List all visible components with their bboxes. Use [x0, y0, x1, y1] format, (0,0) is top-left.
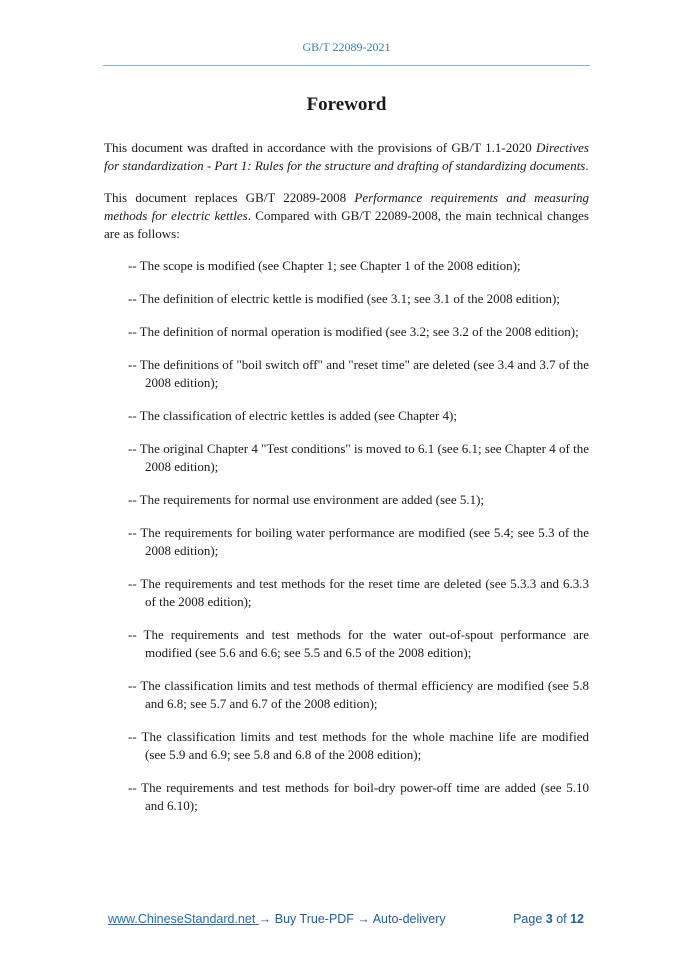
header-divider — [103, 65, 590, 66]
replacement-text: This document replaces GB/T 22089-2008 — [104, 190, 355, 205]
list-item: -- The scope is modified (see Chapter 1; see Chapter 1 of the 2008 edition); — [128, 258, 521, 273]
page-of: of — [552, 912, 571, 926]
changes-list — [104, 257, 589, 815]
replacement-end: . Compared with GB/T 22089-2008, the main technical changes are as follows: — [104, 208, 589, 241]
replacement-italic-title: Performance requirements and measuring methods for electric kettles — [104, 190, 589, 223]
list-item: -- The classification of electric kettles is added (see Chapter 4); — [128, 408, 457, 423]
list-item: -- The requirements and test methods for the reset time are deleted (see 5.3.3 and 6.3.3 of the 2008 edition); — [128, 576, 589, 609]
running-header: GB/T 22089-2021 — [302, 40, 391, 54]
list-item: -- The definition of normal operation is modified (see 3.2; see 3.2 of the 2008 edition); — [128, 324, 579, 339]
list-item: -- The original Chapter 4 "Test conditions" is moved to 6.1 (see 6.1; see Chapter 4 of the 2008 edition); — [128, 441, 589, 474]
page-title: Foreword — [306, 94, 387, 115]
footer-promo — [108, 912, 446, 926]
page-word: Page — [513, 912, 546, 926]
intro-text: This document was drafted in accordance with the provisions of GB/T 1.1-2020 — [104, 140, 537, 155]
list-item: -- The definition of electric kettle is modified (see 3.1; see 3.1 of the 2008 edition); — [128, 291, 560, 306]
list-item: -- The requirements and test methods for boil-dry power-off time are added (see 5.10 and 6.10); — [128, 780, 589, 813]
footer-promo-text: → Buy True-PDF → Auto-delivery — [258, 912, 446, 926]
replacement-paragraph — [104, 189, 589, 243]
document-body — [104, 139, 589, 830]
website-link[interactable]: www.ChineseStandard.net — [108, 912, 259, 926]
intro-end: . — [585, 158, 589, 173]
list-item: -- The requirements and test methods for the water out-of-spout performance are modified (see 5.6 and 6.6; see 5.5 and 6.5 of the 2008 edition); — [128, 627, 589, 660]
list-item: -- The definitions of "boil switch off" and "reset time" are deleted (see 3.4 and 3.7 of the 2008 edition); — [128, 357, 589, 390]
page-footer — [108, 912, 584, 930]
page-current: 3 — [545, 912, 553, 926]
list-item: -- The classification limits and test methods for the whole machine life are modified (see 5.9 and 6.9; see 5.8 and 6.8 of the 2008 edition); — [128, 729, 589, 762]
intro-italic-title: Directives for standardization - Part 1: Rules for the structure and drafting of standardizing documents — [104, 140, 589, 173]
list-item: -- The requirements for boiling water performance are modified (see 5.4; see 5.3 of the 2008 edition); — [128, 525, 589, 558]
list-item: -- The requirements for normal use environment are added (see 5.1); — [128, 492, 485, 507]
list-item: -- The classification limits and test methods of thermal efficiency are modified (see 5.8 and 6.8; see 5.7 and 6.7 of the 2008 edition); — [128, 678, 589, 711]
intro-paragraph — [104, 139, 589, 175]
page-indicator — [513, 912, 584, 926]
page-total: 12 — [570, 912, 584, 926]
